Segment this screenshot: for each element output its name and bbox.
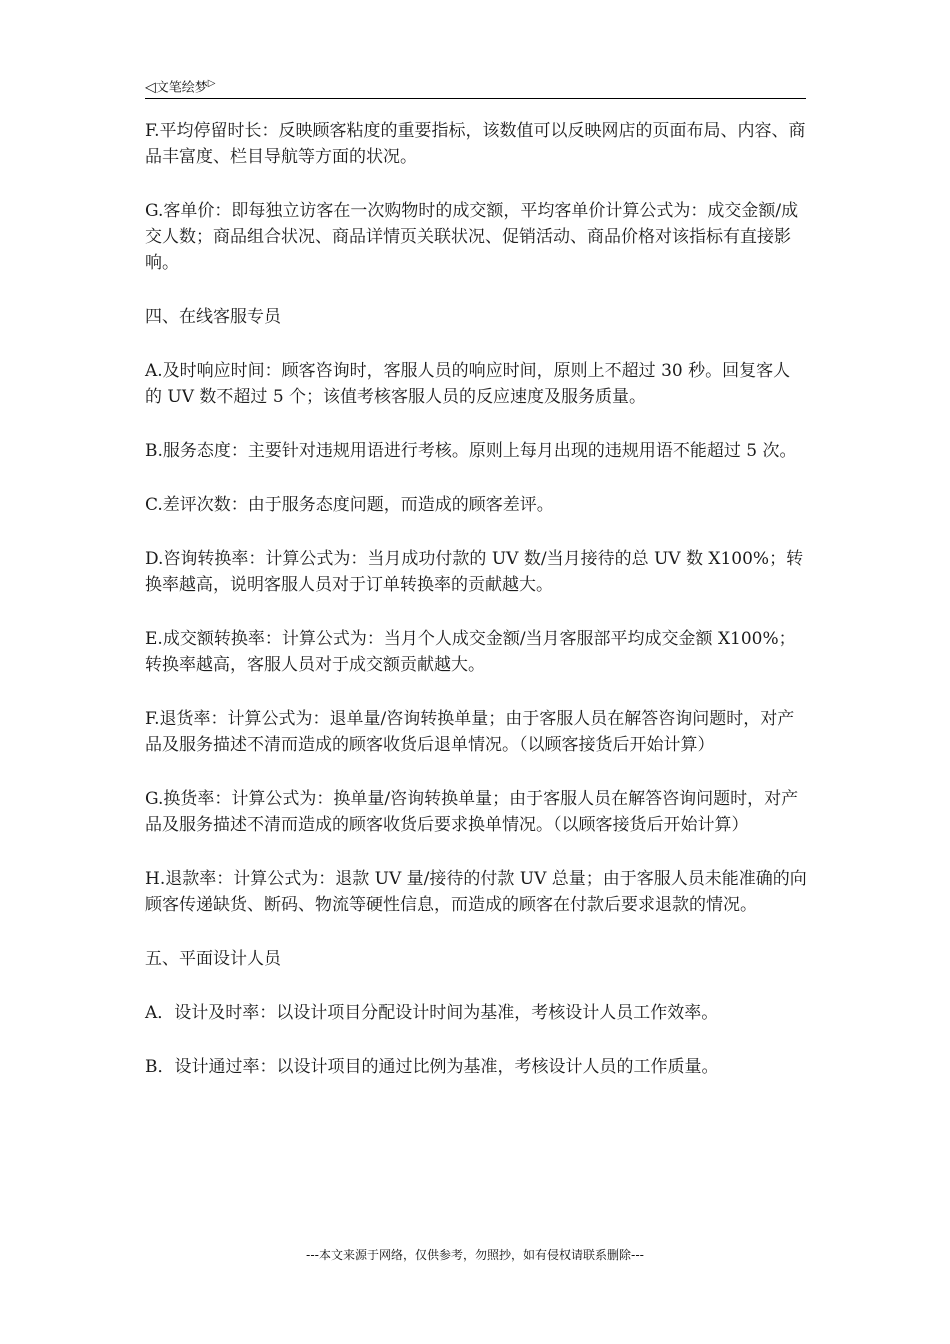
page-footer: ---本文来源于网络，仅供参考，勿照抄，如有侵权请联系删除--- — [306, 1248, 644, 1262]
section-heading-graphic-design: 五、平面设计人员 — [145, 949, 281, 969]
page-header — [145, 74, 806, 99]
document-body — [145, 118, 807, 1108]
paragraph-response-time: A.及时响应时间：顾客咨询时，客服人员的响应时间，原则上不超过 30 秒。回复客人的 UV 数不超过 5 个；该值考核客服人员的反应速度及服务质量。 — [145, 361, 791, 407]
left-triangle-icon: ◁ — [145, 79, 156, 96]
header-title: 文笔绘梦 — [155, 80, 208, 96]
paragraph-exchange-rate: G.换货率：计算公式为：换单量/咨询转换单量；由于客服人员在解答咨询问题时，对产品及服务描述不清而造成的顾客收货后要求换单情况。（以顾客接货后开始计算） — [145, 789, 799, 835]
section-heading-customer-service: 四、在线客服专员 — [145, 307, 281, 327]
paragraph-design-pass-rate: B．设计通过率：以设计项目的通过比例为基准，考核设计人员的工作质量。 — [145, 1057, 719, 1077]
paragraph-service-attitude: B.服务态度：主要针对违规用语进行考核。原则上每月出现的违规用语不能超过 5 次。 — [145, 441, 797, 461]
paragraph-sales-conversion: E.成交额转换率：计算公式为：当月个人成交金额/当月客服部平均成交金额 X100%；转换率越高，客服人员对于成交额贡献越大。 — [145, 629, 796, 675]
paragraph-avg-stay-time: F.平均停留时长：反映顾客粘度的重要指标，该数值可以反映网店的页面布局、内容、商品丰富度、栏目导航等方面的状况。 — [145, 121, 806, 167]
paragraph-inquiry-conversion: D.咨询转换率：计算公式为：当月成功付款的 UV 数/当月接待的总 UV 数 X100%；转换率越高，说明客服人员对于订单转换率的贡献越大。 — [145, 549, 804, 595]
paragraph-refund-rate: H.退款率：计算公式为：退款 UV 量/接待的付款 UV 总量；由于客服人员未能准确的向顾客传递缺货、断码、物流等硬性信息，而造成的顾客在付款后要求退款的情况。 — [145, 869, 807, 915]
paragraph-avg-order-value: G.客单价：即每独立访客在一次购物时的成交额，平均客单价计算公式为：成交金额/成交人数；商品组合状况、商品详情页关联状况、促销活动、商品价格对该指标有直接影响。 — [145, 201, 799, 273]
right-triangle-icon: ▷ — [207, 78, 216, 89]
paragraph-negative-reviews: C.差评次数：由于服务态度问题，而造成的顾客差评。 — [145, 495, 554, 515]
paragraph-design-timeliness: A．设计及时率：以设计项目分配设计时间为基准，考核设计人员工作效率。 — [145, 1003, 719, 1023]
paragraph-return-rate: F.退货率：计算公式为：退单量/咨询转换单量；由于客服人员在解答咨询问题时，对产品及服务描述不清而造成的顾客收货后退单情况。（以顾客接货后开始计算） — [145, 709, 795, 755]
